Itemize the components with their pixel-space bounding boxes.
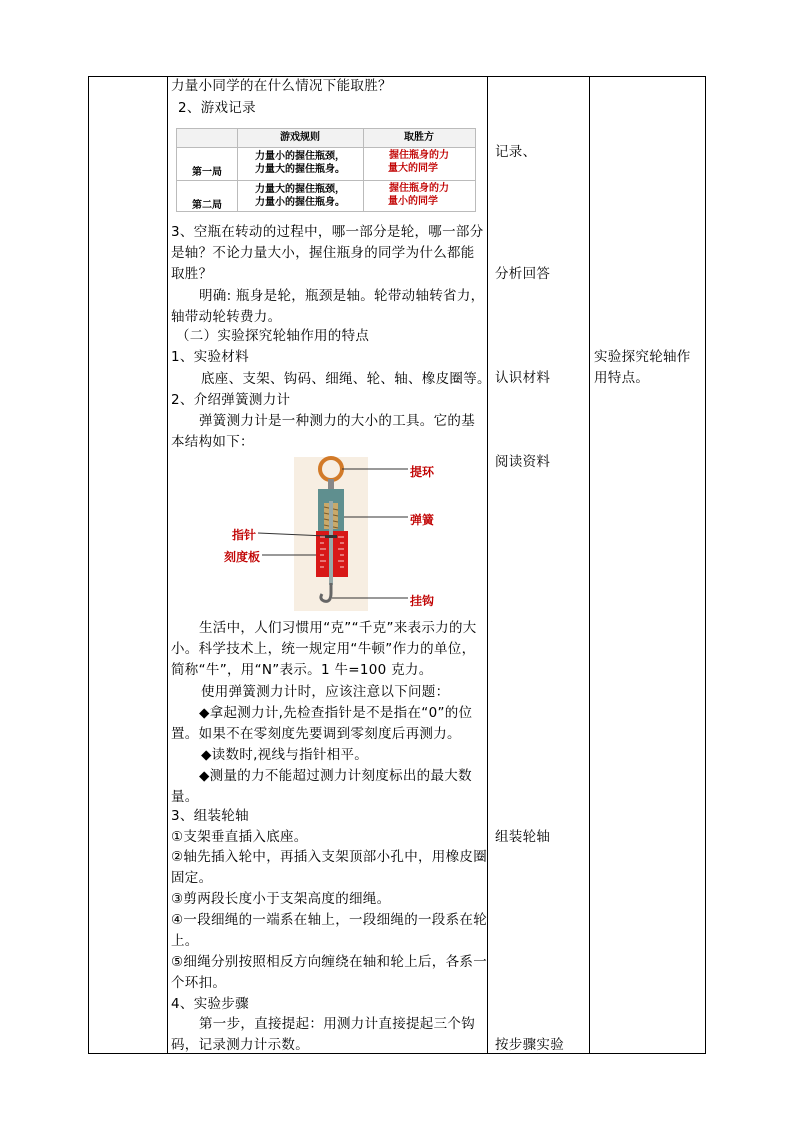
- activity-know-material: 认识材料: [495, 370, 551, 386]
- clarification: 明确: 瓶身是轮，瓶颈是轴。轮带动轴转省力，轴带动轮转费力。: [171, 288, 485, 325]
- activity-record: 记录、: [495, 144, 537, 160]
- materials-heading: 1、实验材料: [171, 349, 249, 365]
- question-3: 3、空瓶在转动的过程中，哪一部分是轮，哪一部分是轴？不论力量大小，握住瓶身的同学为什么都能取胜？: [171, 224, 484, 282]
- label-ring: 提环: [410, 465, 435, 479]
- bullet-item: ◆读数时,视线与指针相平。: [201, 747, 369, 763]
- round-label: 第一局: [192, 167, 222, 178]
- game-record-table: [176, 128, 476, 212]
- round-label: 第二局: [192, 200, 222, 211]
- activity-follow-steps: 按步骤实验: [495, 1037, 564, 1053]
- activity-assemble: 组装轮轴: [495, 829, 551, 845]
- materials-text: 底座、支架、钩码、细绳、轮、轴、橡皮圈等。: [201, 371, 491, 387]
- assembly-step: ②轴先插入轮中，再插入支架顶部小孔中，用橡皮圈固定。: [171, 849, 488, 886]
- pointer-rod: [329, 501, 333, 585]
- assembly-step: ④一段细绳的一端系在轴上，一段细绳的一段系在轮上。: [171, 912, 488, 949]
- activity-analyze: 分析回答: [495, 266, 551, 282]
- intro-text: 弹簧测力计是一种测力的大小的工具。它的基本结构如下：: [171, 413, 475, 450]
- question-line: 力量小同学的在什么情况下能取胜？: [171, 78, 392, 94]
- experiment-step: 第一步，直接提起：用测力计直接提起三个钩码，记录测力计示数。: [171, 1016, 475, 1053]
- game-record-heading: 2、游戏记录: [178, 100, 256, 116]
- notice-text: 使用弹簧测力计时，应该注意以下问题：: [201, 684, 450, 700]
- header-winner: 取胜方: [404, 132, 434, 143]
- column-divider: [167, 77, 168, 1053]
- rule-cell: 力量大的握住瓶颈，: [255, 184, 345, 195]
- column-divider: [487, 77, 488, 1053]
- assembly-step: ①支架垂直插入底座。: [171, 829, 308, 845]
- winner-cell: 量大的同学: [388, 163, 438, 174]
- label-pointer: 指针: [232, 528, 257, 542]
- assemble-heading: 3、组装轮轴: [171, 808, 249, 824]
- column-divider: [589, 77, 590, 1053]
- bullet-item: ◆测量的力不能超过测力计刻度标出的最大数量。: [171, 768, 472, 805]
- winner-cell: 量小的同学: [388, 196, 438, 207]
- label-scale: 刻度板: [224, 550, 261, 564]
- winner-cell: 握住瓶身的力: [389, 150, 449, 161]
- header-rules: 游戏规则: [280, 132, 320, 143]
- pointer-icon: [325, 535, 337, 538]
- assembly-step: ③剪两段长度小于支架高度的细绳。: [171, 891, 391, 907]
- rule-cell: 力量小的握住瓶身。: [255, 197, 345, 208]
- bullet-item: ◆拿起测力计,先检查指针是不是指在“0”的位置。如果不在零刻度先要调到零刻度后再测力。: [171, 705, 473, 742]
- experiment-heading: 4、实验步骤: [171, 996, 249, 1012]
- assembly-step: ⑤细绳分别按照相反方向缠绕在轴和轮上后，各系一个环扣。: [171, 954, 488, 991]
- section-heading: （二）实验探究轮轴作用的特点: [176, 328, 370, 344]
- rule-cell: 力量小的握住瓶颈，: [255, 151, 345, 162]
- label-spring: 弹簧: [410, 513, 435, 527]
- label-hook: 挂钩: [410, 594, 435, 608]
- activity-read: 阅读资料: [495, 454, 551, 470]
- rule-cell: 力量大的握住瓶身。: [255, 164, 345, 175]
- life-paragraph: 生活中，人们习惯用“克”“千克”来表示力的大小。科学技术上，统一规定用“牛顿”作力的单位，简称“牛”，用“N”表示。1 牛=100 克力。: [171, 620, 477, 678]
- winner-cell: 握住瓶身的力: [389, 183, 449, 194]
- intro-heading: 2、介绍弹簧测力计: [171, 392, 291, 408]
- design-intent: 实验探究轮轴作用特点。: [594, 349, 691, 386]
